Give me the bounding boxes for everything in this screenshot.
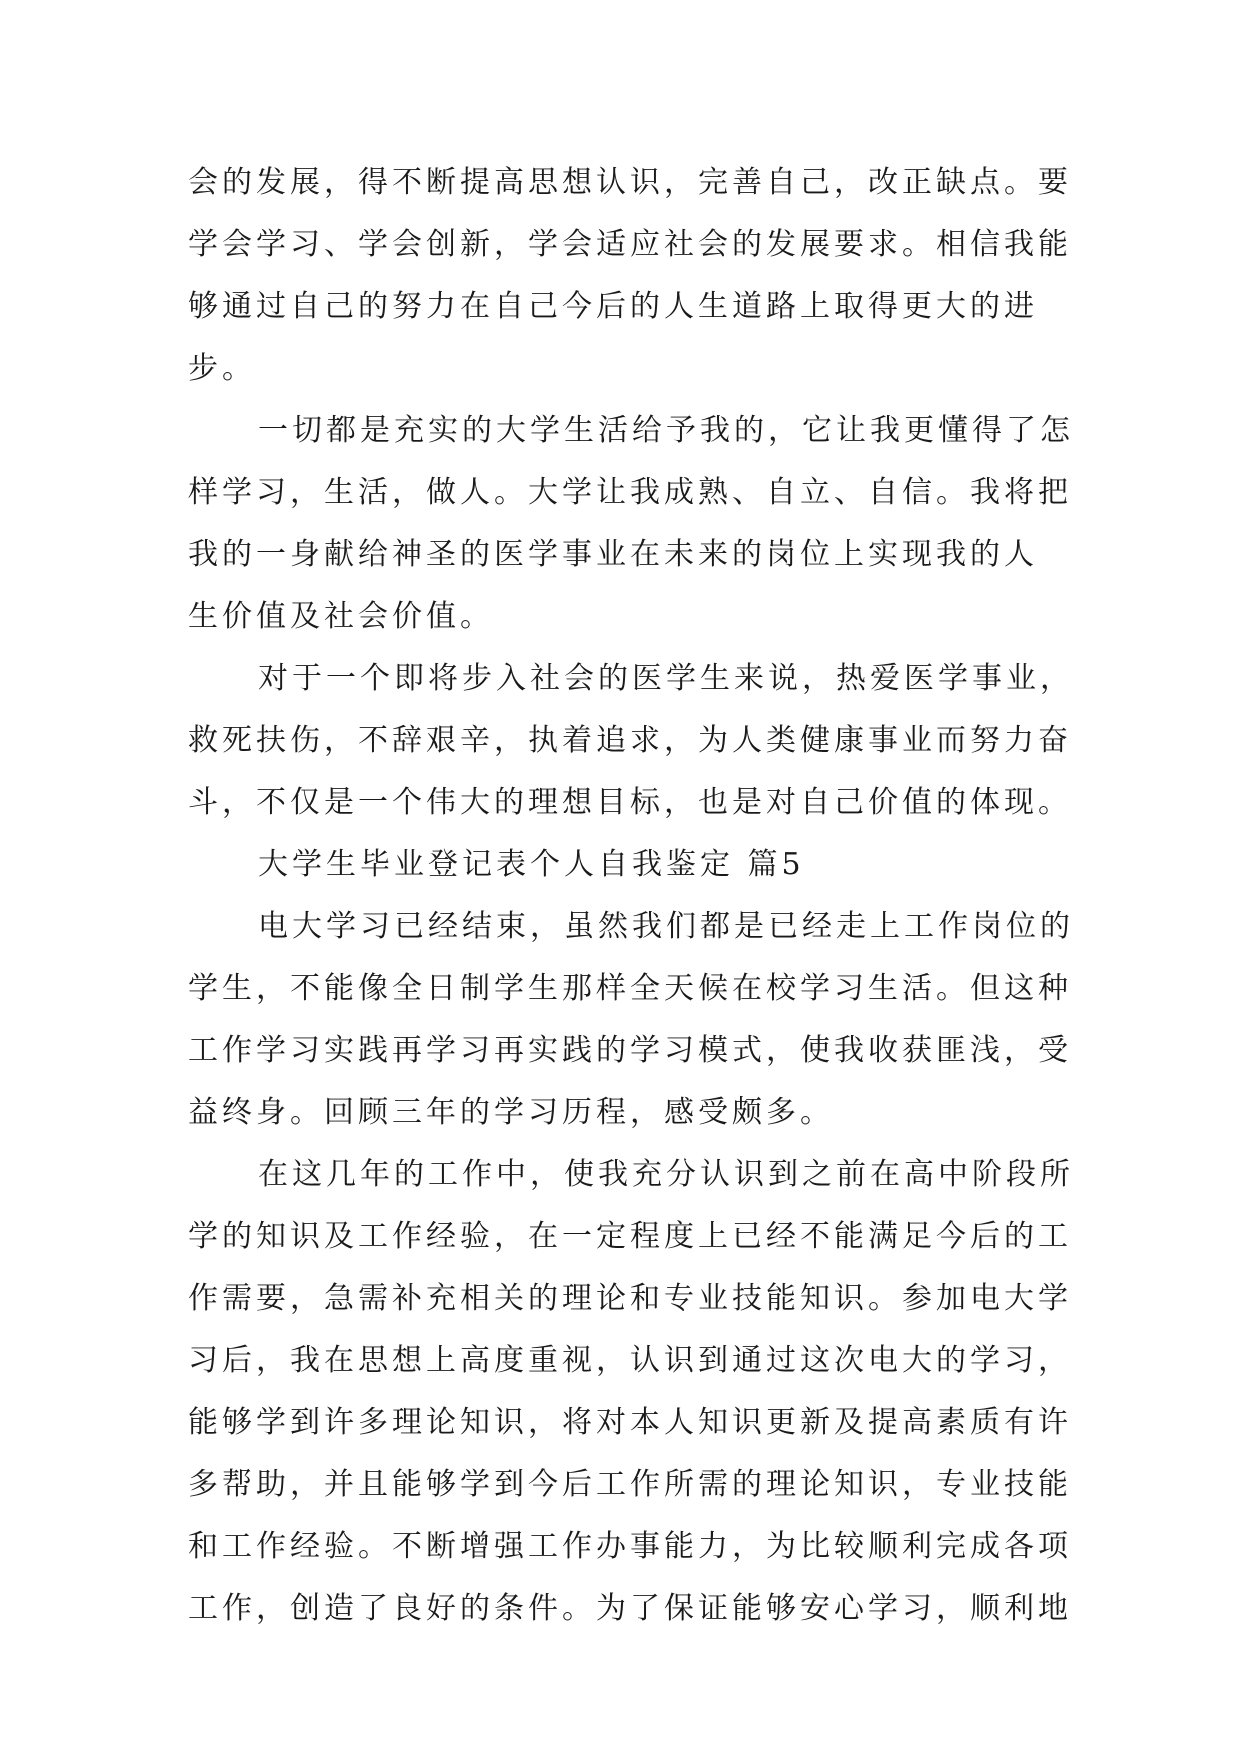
text-line: 多帮助，并且能够学到今后工作所需的理论知识，专业技能 [188,1467,1072,1502]
text-line: 对于一个即将步入社会的医学生来说，热爱医学事业， [258,661,1074,696]
text-line: 学的知识及工作经验，在一定程度上已经不能满足今后的工 [188,1219,1072,1254]
text-line: 样学习，生活，做人。大学让我成熟、自立、自信。我将把 [188,475,1072,510]
section-heading-text: 大学生毕业登记表个人自我鉴定 篇5 [258,847,805,882]
text-line: 工作学习实践再学习再实践的学习模式，使我收获匪浅，受 [188,1033,1072,1068]
text-line: 一切都是充实的大学生活给予我的，它让我更懂得了怎 [258,413,1074,448]
text-line: 学生，不能像全日制学生那样全天候在校学习生活。但这种 [188,971,1072,1006]
document-body [188,152,1074,1640]
text-line: 益终身。回顾三年的学习历程，感受颇多。 [188,1095,834,1130]
text-line: 我的一身献给神圣的医学事业在未来的岗位上实现我的人 [188,537,1038,572]
paragraph [188,400,1074,648]
text-line: 在这几年的工作中，使我充分认识到之前在高中阶段所 [258,1157,1074,1192]
text-line: 步。 [188,351,256,386]
text-line: 工作，创造了良好的条件。为了保证能够安心学习，顺利地 [188,1591,1072,1626]
paragraph [188,896,1074,1144]
text-line: 够通过自己的努力在自己今后的人生道路上取得更大的进 [188,289,1038,324]
text-line: 救死扶伤，不辞艰辛，执着追求，为人类健康事业而努力奋 [188,723,1072,758]
paragraph-continuation [188,152,1072,400]
text-line: 作需要，急需补充相关的理论和专业技能知识。参加电大学 [188,1281,1072,1316]
section-heading [188,834,1058,896]
text-line: 会的发展，得不断提高思想认识，完善自己，改正缺点。要 [188,165,1072,200]
text-line: 斗，不仅是一个伟大的理想目标，也是对自己价值的体现。 [188,785,1072,820]
paragraph [188,1144,1074,1640]
paragraph [188,648,1074,834]
text-line: 能够学到许多理论知识，将对本人知识更新及提高素质有许 [188,1405,1072,1440]
text-line: 和工作经验。不断增强工作办事能力，为比较顺利完成各项 [188,1529,1072,1564]
text-line: 电大学习已经结束，虽然我们都是已经走上工作岗位的 [258,909,1074,944]
text-line: 生价值及社会价值。 [188,599,494,634]
text-line: 习后，我在思想上高度重视，认识到通过这次电大的学习， [188,1343,1072,1378]
text-line: 学会学习、学会创新，学会适应社会的发展要求。相信我能 [188,227,1072,262]
